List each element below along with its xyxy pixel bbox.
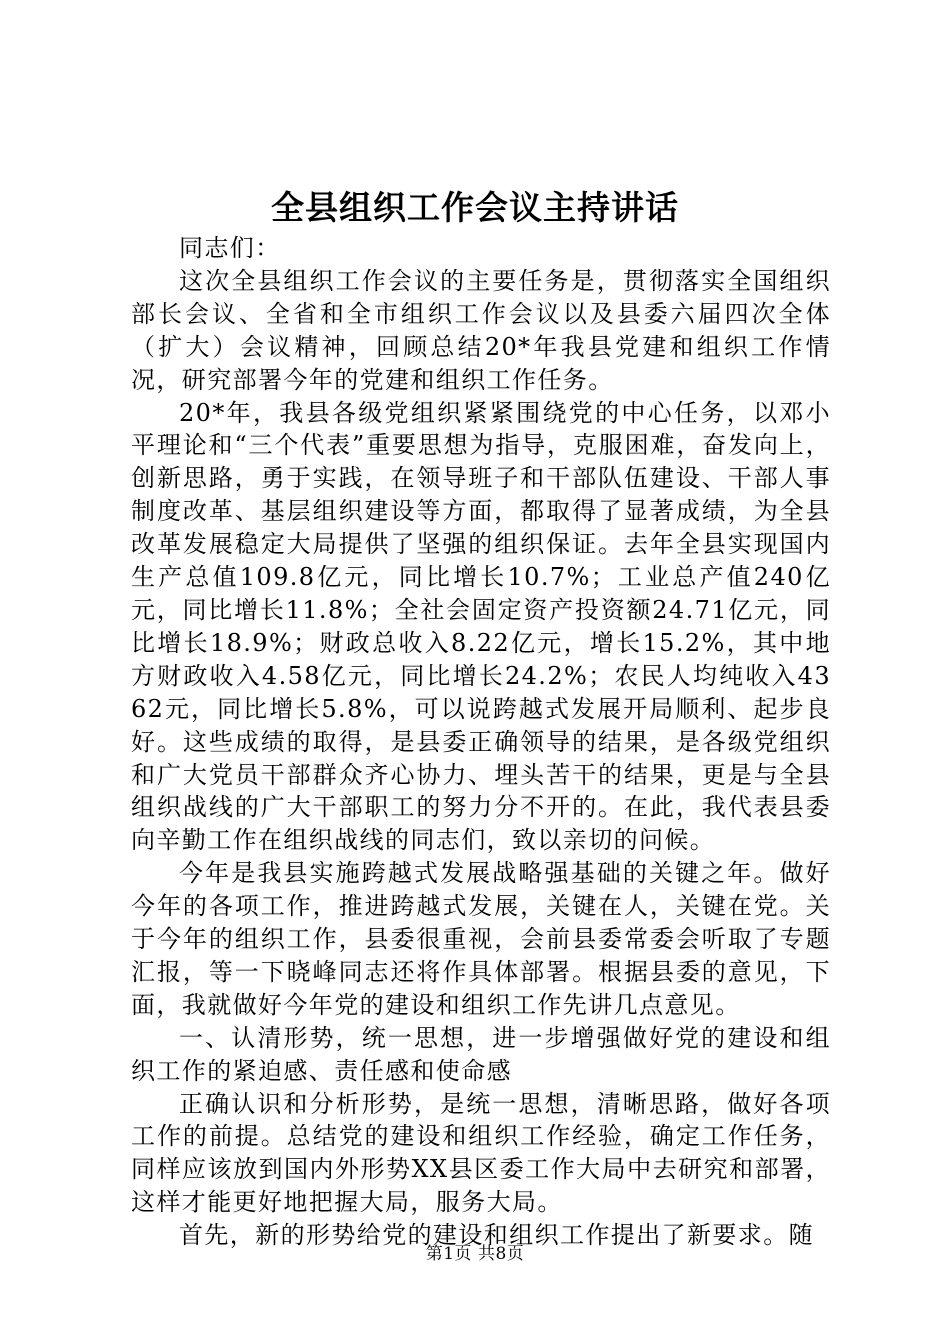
paragraph-intro: 这次全县组织工作会议的主要任务是，贯彻落实全国组织部长会议、全省和全市组织工作会议以及县委六届四次全体（扩大）会议精神，回顾总结20*年我县党建和组织工作情况，研究部署今年的党建和组织工作任务。 xyxy=(131,266,831,394)
page-number-footer: 第1页 共8页 xyxy=(425,1244,525,1264)
paragraph-first: 首先，新的形势给党的建设和组织工作提出了新要求。随 xyxy=(179,1221,814,1250)
paragraph-achievements: 20*年，我县各级党组织紧紧围绕党的中心任务，以邓小平理论和“三个代表”重要思想为指导，克服困难，奋发向上，创新思路，勇于实践，在领导班子和干部队伍建设、干部人事制度改革、基层组织建设等方面，都取得了显著成绩，为全县改革发展稳定大局提供了坚强的组织保证。去年全县实现国内生产总值109.8亿元，同比增长10.7%；工业总产值240亿元，同比增长11.8%；全社会固定资产投资额24.71亿元，同比增长18.9%；财政总收入8.22亿元，增长15.2%，其中地方财政收入4.58亿元，同比增长24.2%；农民人均纯收入4362元，同比增长5.8%，可以说跨越式发展开局顺利、起步良好。这些成绩的取得，是县委正确领导的结果，是各级党组织和广大党员干部群众齐心协力、埋头苦干的结果，更是与全县组织战线的广大干部职工的努力分不开的。在此，我代表县委向辛勤工作在组织战线的同志们，致以亲切的问候。 xyxy=(131,398,831,855)
paragraph-situation: 正确认识和分析形势，是统一思想，清晰思路，做好各项工作的前提。总结党的建设和组织工作经验，确定工作任务，同样应该放到国内外形势XX县区委工作大局中去研究和部署，这样才能更好地把握大局，服务大局。 xyxy=(131,1089,831,1217)
paragraph-this-year: 今年是我县实施跨越式发展战略强基础的关键之年。做好今年的各项工作，推进跨越式发展，关键在人，关键在党。关于今年的组织工作，县委很重视，会前县委常委会听取了专题汇报，等一下晓峰同志还将作具体部署。根据县委的意见，下面，我就做好今年党的建设和组织工作先讲几点意见。 xyxy=(131,859,831,1019)
document-body xyxy=(131,232,831,1252)
section-heading-1: 一、认清形势，统一思想，进一步增强做好党的建设和组织工作的紧迫感、责任感和使命感 xyxy=(131,1023,831,1085)
greeting: 同志们： xyxy=(179,234,281,262)
document-title: 全县组织工作会议主持讲话 xyxy=(271,188,679,227)
